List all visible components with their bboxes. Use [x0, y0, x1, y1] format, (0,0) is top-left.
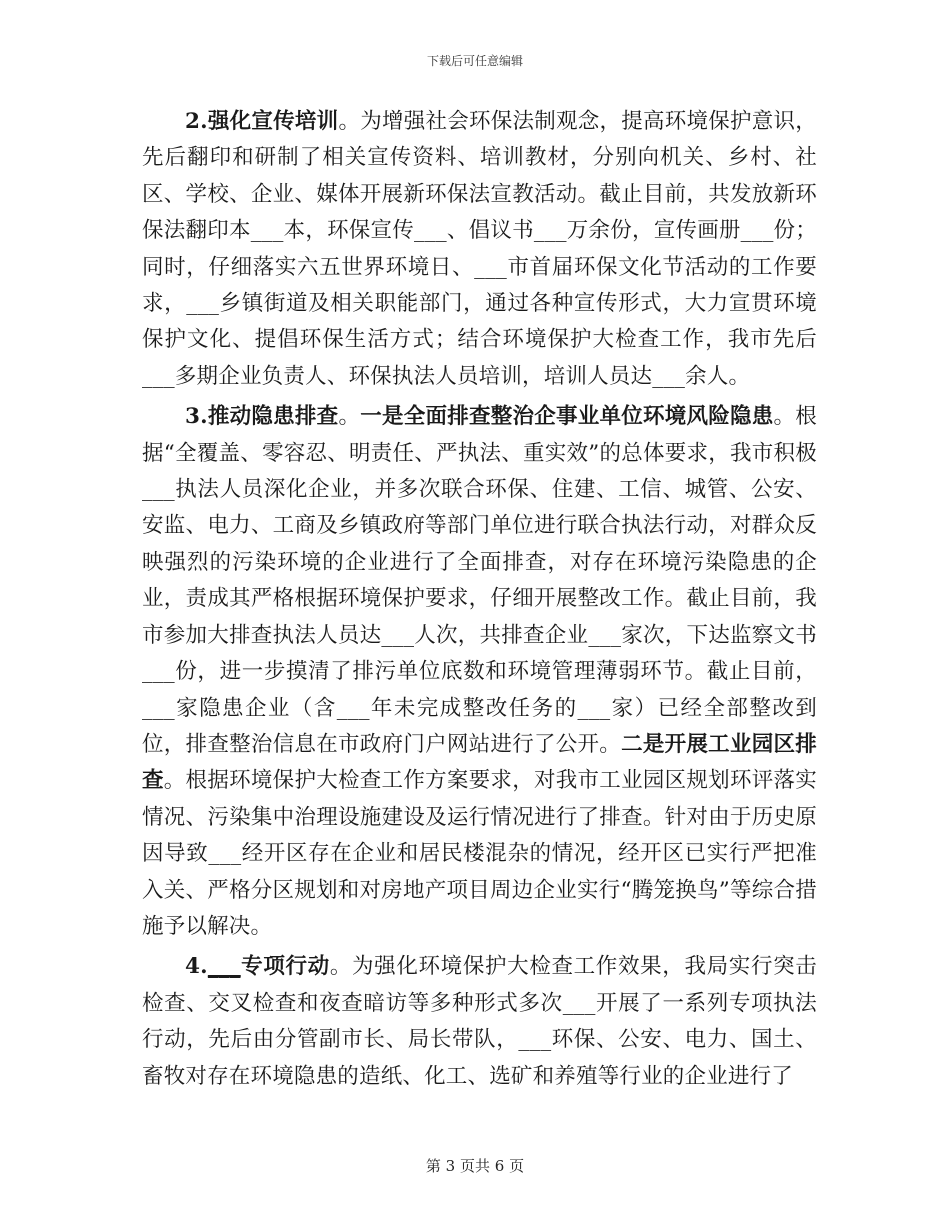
- page-header: 下载后可任意编辑: [426, 54, 523, 68]
- subheading-industrial-park: 二是开展工业园区排查: [142, 731, 817, 794]
- paragraph-text: 。: [338, 404, 361, 430]
- paragraph-text: 。根据“全覆盖、零容忍、明责任、严执法、重实效”的总体要求，我市积极___执法人员深化企业，并多次联合环保、住建、工信、城管、公安、安监、电力、工商及乡镇政府等部门单位进行联合执法行动，对群众反映强烈的污染环境的企业进行了全面排查，对存在环境污染隐患的企业，责成其严格根据环境保护要求，仔细开展整改工作。截止目前，我市参加大排查执法人员达___人次，共排查企业___家次，下达监察文书___份，进一步摸清了排污单位底数和环境管理薄弱环节。截止目前，___家隐患企业（含___年未完成整改任务的___家）已经全部整改到位，排查整治信息在市政府门户网站进行了公开。: [142, 404, 818, 757]
- page-footer: 第 3 页共 6 页: [425, 1157, 525, 1175]
- paragraph-special-action: [142, 949, 817, 1095]
- paragraph-text: 。为增强社会环保法制观念，提高环境保护意识，先后翻印和研制了相关宣传资料、培训教材，分别向机关、乡村、社区、学校、企业、媒体开展新环保法宣教活动。截止目前，共发放新环保法翻印本___本，环保宣传___、倡议书___万余份，宣传画册___份；同时，仔细落实六五世界环境日、___市首届环保文化节活动的工作要求，___乡镇街道及相关职能部门，通过各种宣传形式，大力宣贯环境保护文化、提倡环保生活方式；结合环境保护大检查工作，我市先后___多期企业负责人、环保执法人员培训，培训人员达___余人。: [142, 109, 817, 389]
- paragraph-heading: 2.强化宣传培训: [185, 109, 339, 134]
- paragraph-hazard-inspection: [142, 399, 817, 945]
- paragraph-publicity-training: [142, 104, 817, 395]
- paragraph-heading-number: 4.: [185, 954, 208, 980]
- paragraph-heading: 专项行动: [240, 954, 330, 980]
- subheading-enterprise-risk: 一是全面排查整治企事业单位环境风险隐患: [360, 404, 774, 430]
- paragraph-text: 。为强化环境保护大检查工作效果，我局实行突击检查、交叉检查和夜查暗访等多种形式多次___开展了一系列专项执法行动，先后由分管副市长、局长带队，___环保、公安、电力、国土、畜牧对存在环境隐患的造纸、化工、选矿和养殖等行业的企业进行了: [142, 954, 817, 1089]
- paragraph-heading: 3.推动隐患排查: [185, 404, 339, 430]
- paragraph-heading-blank: ___: [207, 954, 241, 980]
- paragraph-text: 。根据环境保护大检查工作方案要求，对我市工业园区规划环评落实情况、污染集中治理设施建设及运行情况进行了排查。针对由于历史原因导致___经开区存在企业和居民楼混杂的情况，经开区已实行严把准入关、严格分区规划和对房地产项目周边企业实行“腾笼换鸟”等综合措施予以解决。: [142, 768, 817, 939]
- document-body: [142, 104, 817, 1095]
